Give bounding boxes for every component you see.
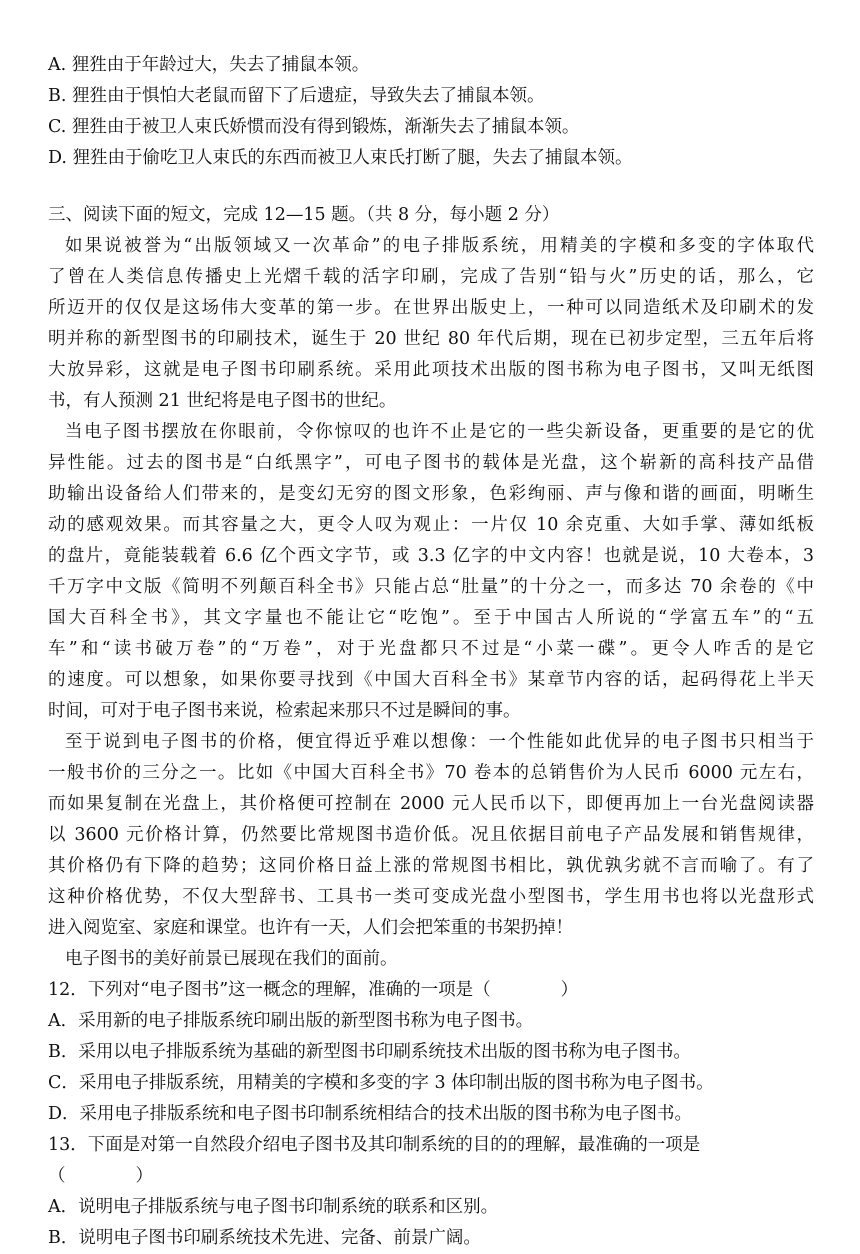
q12-stem: 12．下列对“电子图书”这一概念的理解，准确的一项是（ ）: [48, 980, 579, 1000]
passage-line: 千万字中文版《简明不列颠百科全书》只能占总“肚量”的十分之一，而多达 70 余卷的《中: [48, 577, 814, 597]
passage-line: 时间，可对于电子图书来说，检索起来那只不过是瞬间的事。: [48, 701, 521, 721]
q13-option-b: B．说明电子图书印刷系统技术先进、完备、前景广阔。: [48, 1228, 481, 1248]
q12-option-b: B．采用以电子排版系统为基础的新型图书印刷系统技术出版的图书称为电子图书。: [48, 1042, 691, 1062]
q13-option-a: A．说明电子排版系统与电子图书印制系统的联系和区别。: [48, 1197, 499, 1217]
passage-line: 助输出设备给人们带来的，是变幻无穷的图文形象，色彩绚丽、声与像和谐的画面，明晰生: [48, 484, 814, 504]
q11-options: [48, 50, 814, 174]
q11-option-c: C. 狸狌由于被卫人束氏娇惯而没有得到锻炼，渐渐失去了捕鼠本领。: [48, 117, 580, 137]
section3-heading: 三、阅读下面的短文，完成 12—15 题。（共 8 分，每小题 2 分）: [48, 205, 560, 225]
passage-line: 而如果复制在光盘上，其价格便可控制在 2000 元人民币以下，即便再加上一台光盘阅读器: [48, 794, 814, 814]
passage-line: 当电子图书摆放在你眼前，令你惊叹的也许不止是它的一些尖新设备，更重要的是它的优: [65, 422, 814, 442]
q13-stem: 13．下面是对第一自然段介绍电子图书及其印制系统的目的的理解，最准确的一项是: [48, 1135, 701, 1155]
passage-paragraph-1: [48, 231, 814, 417]
passage-line: 明并称的新型图书的印刷技术，诞生于 20 世纪 80 年代后期，现在已初步定型，三五年后将: [48, 329, 814, 349]
q11-option-d: D. 狸狌由于偷吃卫人束氏的东西而被卫人束氏打断了腿，失去了捕鼠本领。: [48, 148, 633, 168]
passage-paragraph-2: [48, 417, 814, 727]
passage-line: 这种价格优势，不仅大型辞书、工具书一类可变成光盘小型图书，学生用书也将以光盘形式: [48, 887, 814, 907]
passage-line: 了曾在人类信息传播史上光熠千载的活字印刷，完成了告别“铅与火”历史的话，那么，它: [48, 267, 814, 287]
passage-paragraph-3: [48, 727, 814, 944]
passage-line: 所迈开的仅仅是这场伟大变革的第一步。在世界出版史上，一种可以同造纸术及印刷术的发: [48, 298, 814, 318]
passage-line: 进入阅览室、家庭和课堂。也许有一天，人们会把笨重的书架扔掉！: [48, 918, 573, 938]
q12-option-a: A．采用新的电子排版系统印刷出版的新型图书称为电子图书。: [48, 1011, 534, 1031]
passage-line: 书，有人预测 21 世纪将是电子图书的世纪。: [48, 391, 397, 411]
question-12: [48, 975, 814, 1130]
passage-line: 的盘片，竟能装载着 6.6 亿个西文字节，或 3.3 亿字的中文内容！也就是说，10 大卷本，3: [48, 546, 814, 566]
passage-line: 一般书价的三分之一。比如《中国大百科全书》70 卷本的总销售价为人民币 6000 元左右，: [48, 763, 814, 783]
passage-line: 至于说到电子图书的价格，便宜得近乎难以想像：一个性能如此优异的电子图书只相当于: [65, 732, 814, 752]
q13-answer-blank: （ ）: [48, 1166, 153, 1186]
passage-line: 异性能。过去的图书是“白纸黑字”，可电子图书的载体是光盘，这个崭新的高科技产品借: [48, 453, 814, 473]
passage-paragraph-4: 电子图书的美好前景已展现在我们的面前。: [65, 949, 398, 969]
passage-line: 车”和“读书破万卷”的“万卷”，对于光盘都只不过是“小菜一碟”。更令人咋舌的是它: [48, 639, 814, 659]
question-13: [48, 1130, 814, 1254]
spacer: [48, 174, 814, 200]
passage-line: 以 3600 元价格计算，仍然要比常规图书造价低。况且依据目前电子产品发展和销售规律，: [48, 825, 814, 845]
passage-line: 大放异彩，这就是电子图书印刷系统。采用此项技术出版的图书称为电子图书，又叫无纸图: [48, 360, 814, 380]
q12-option-d: D．采用电子排版系统和电子图书印制系统相结合的技术出版的图书称为电子图书。: [48, 1104, 693, 1124]
passage-line: 国大百科全书》，其文字量也不能让它“吃饱”。至于中国古人所说的“学富五车”的“五: [48, 608, 814, 628]
passage-line: 如果说被誉为“出版领域又一次革命”的电子排版系统，用精美的字模和多变的字体取代: [65, 236, 814, 256]
passage-line: 动的感观效果。而其容量之大，更令人叹为观止：一片仅 10 余克重、大如手掌、薄如纸板: [48, 515, 814, 535]
q11-option-a: A. 狸狌由于年龄过大，失去了捕鼠本领。: [48, 55, 370, 75]
q11-option-b: B. 狸狌由于惧怕大老鼠而留下了后遗症，导致失去了捕鼠本领。: [48, 86, 545, 106]
passage-line: 的速度。可以想象，如果你要寻找到《中国大百科全书》某章节内容的话，起码得花上半天: [48, 670, 814, 690]
q12-option-c: C．采用电子排版系统，用精美的字模和多变的字 3 体印制出版的图书称为电子图书。: [48, 1073, 714, 1093]
passage-line: 其价格仍有下降的趋势；这同价格日益上涨的常规图书相比，孰优孰劣就不言而喻了。有了: [48, 856, 814, 876]
